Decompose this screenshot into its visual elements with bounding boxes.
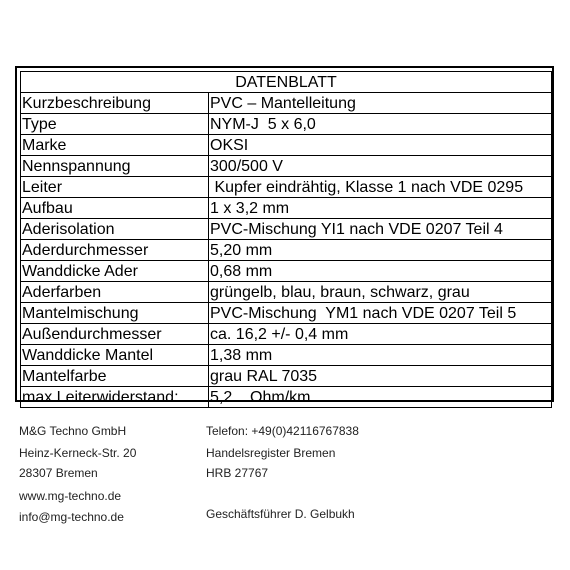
- datasheet-row-value: Kupfer eindrähtig, Klasse 1 nach VDE 0295: [209, 177, 552, 198]
- datasheet-row-value: NYM-J 5 x 6,0: [209, 114, 552, 135]
- company-register: Handelsregister Bremen: [206, 446, 336, 460]
- datasheet-row: [21, 366, 552, 387]
- datasheet-row: [21, 345, 552, 366]
- datasheet-title: DATENBLATT: [21, 72, 552, 93]
- datasheet-row-label: Leiter: [21, 177, 209, 198]
- datasheet-row-label: Aderfarben: [21, 282, 209, 303]
- datasheet-row: [21, 219, 552, 240]
- datasheet-row: [21, 387, 552, 408]
- datasheet-row-label: Außendurchmesser: [21, 324, 209, 345]
- datasheet-row-label: Kurzbeschreibung: [21, 93, 209, 114]
- datasheet-row: [21, 177, 552, 198]
- company-email[interactable]: info@mg-techno.de: [19, 510, 124, 524]
- company-ceo: Geschäftsführer D. Gelbukh: [206, 507, 355, 521]
- datasheet-row: [21, 282, 552, 303]
- datasheet-row-label: Marke: [21, 135, 209, 156]
- datasheet-row-value: 1 x 3,2 mm: [209, 198, 552, 219]
- datasheet-row-label: Wanddicke Mantel: [21, 345, 209, 366]
- datasheet-row: [21, 156, 552, 177]
- datasheet-row-value: PVC-Mischung YM1 nach VDE 0207 Teil 5: [209, 303, 552, 324]
- datasheet-row-value: grau RAL 7035: [209, 366, 552, 387]
- company-name: M&G Techno GmbH: [19, 424, 127, 438]
- datasheet-row: [21, 324, 552, 345]
- datasheet-row-label: Nennspannung: [21, 156, 209, 177]
- company-website[interactable]: www.mg-techno.de: [19, 489, 122, 503]
- company-street: Heinz-Kerneck-Str. 20: [19, 446, 137, 460]
- datasheet-row-value: OKSI: [209, 135, 552, 156]
- datasheet-row-label: max.Leiterwiderstand:: [21, 387, 209, 408]
- datasheet-row-label: Wanddicke Ader: [21, 261, 209, 282]
- datasheet-row: [21, 240, 552, 261]
- company-phone: Telefon: +49(0)42116767838: [206, 424, 359, 438]
- datasheet-row-label: Aderisolation: [21, 219, 209, 240]
- datasheet-row-value: 0,68 mm: [209, 261, 552, 282]
- datasheet-row-value: 1,38 mm: [209, 345, 552, 366]
- datasheet-row-label: Aufbau: [21, 198, 209, 219]
- datasheet-row-value: grüngelb, blau, braun, schwarz, grau: [209, 282, 552, 303]
- datasheet-row-value: PVC – Mantelleitung: [209, 93, 552, 114]
- datasheet-row: [21, 261, 552, 282]
- datasheet-row: [21, 93, 552, 114]
- datasheet-row: [21, 114, 552, 135]
- datasheet-row-label: Aderdurchmesser: [21, 240, 209, 261]
- datasheet-row-value: 300/500 V: [209, 156, 552, 177]
- datasheet-row-value: ca. 16,2 +/- 0,4 mm: [209, 324, 552, 345]
- datasheet-title-row: [21, 72, 552, 93]
- datasheet-row-label: Type: [21, 114, 209, 135]
- datasheet-row: [21, 135, 552, 156]
- company-hrb: HRB 27767: [206, 466, 269, 480]
- datasheet-table: [20, 71, 552, 408]
- datasheet-row-label: Mantelfarbe: [21, 366, 209, 387]
- datasheet-row-label: Mantelmischung: [21, 303, 209, 324]
- datasheet-row-value: 5,2 Ohm/km: [209, 387, 552, 408]
- datasheet-frame: [15, 66, 554, 406]
- datasheet-row-value: 5,20 mm: [209, 240, 552, 261]
- datasheet-row: [21, 198, 552, 219]
- datasheet-row-value: PVC-Mischung YI1 nach VDE 0207 Teil 4: [209, 219, 552, 240]
- company-city: 28307 Bremen: [19, 466, 98, 480]
- datasheet-row: [21, 303, 552, 324]
